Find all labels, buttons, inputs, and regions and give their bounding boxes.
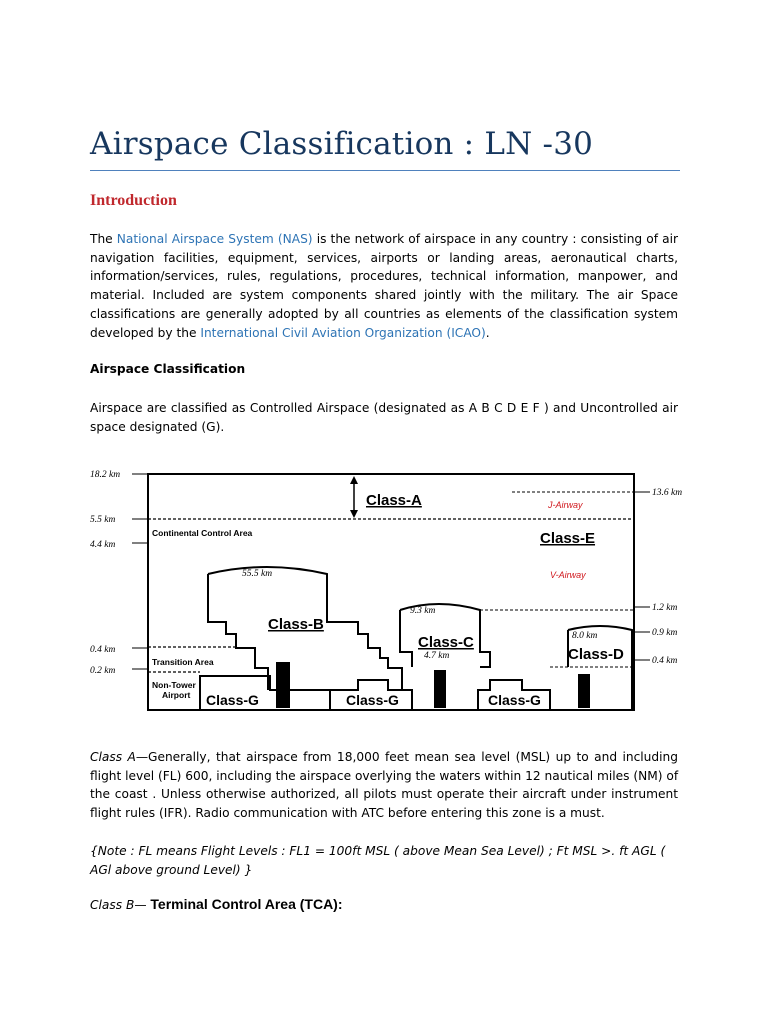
label-class-g-2: Class-G [346,692,399,708]
title-underline [90,170,680,171]
intro-line-3: information/services, rules, regulations, procedures, technical information, manpower, and [90,269,678,284]
intro-line-4: material. Included are system components shared jointly with the military. The air Space [90,288,678,303]
classification-line-1: Airspace are classified as Controlled Airspace (designated as A B C D E F ) and Uncontrolled air [90,401,678,415]
label-non-tower: Non-Tower [152,680,196,690]
radius-class-c-inner: 4.7 km [424,651,450,661]
alt-0-4: 0.4 km [90,645,116,655]
alt-0-4-right: 0.4 km [652,656,678,666]
radius-class-b: 55.5 km [242,569,273,579]
label-class-d: Class-D [568,646,624,663]
tower-d [578,674,590,708]
intro-line-2: navigation facilities, equipment, services, airports or landing areas, aeronautical charts, [90,250,678,265]
label-class-g-3: Class-G [488,692,541,708]
label-class-b: Class-B [268,616,324,633]
label-j-airway: J-Airway [548,500,583,510]
note-line-2: AGl above ground Level) } [90,862,253,877]
class-a-paragraph [90,748,678,823]
flight-level-note [90,842,680,879]
class-a-line-4: flight rules (IFR). Radio communication with ATC before entering this zone is a must. [90,806,605,821]
icao-link[interactable]: International Civil Aviation Organization (ICAO) [200,325,486,340]
alt-1-2: 1.2 km [652,603,678,613]
alt-0-2: 0.2 km [90,666,116,676]
label-transition: Transition Area [152,657,214,667]
class-a-arrow-head-up [350,476,358,484]
class-b-title: Terminal Control Area (TCA): [146,896,343,912]
class-b-label: Class B [90,898,135,912]
page-title: Airspace Classification : LN -30 [90,126,594,162]
label-airport: Airport [162,690,191,700]
intro-line-6: developed by the International Civil Aviation Organization (ICAO). [90,325,490,340]
class-a-line-3: the coast . Unless otherwise authorized, all pilots must operate their aircraft under instrument [90,787,678,802]
class-c-shape-left [400,610,412,667]
alt-0-9: 0.9 km [652,628,678,638]
class-a-arrow-head-down [350,510,358,518]
class-b-shape-left [208,574,268,690]
radius-class-c: 9.3 km [410,606,436,616]
alt-13-6: 13.6 km [652,488,683,498]
tower-c [434,670,446,708]
alt-4-4: 4.4 km [90,540,116,550]
classification-line-2: space designated (G). [90,419,225,434]
label-v-airway: V-Airway [550,570,586,580]
alt-5-5: 5.5 km [90,515,116,525]
introduction-paragraph [90,230,678,342]
label-class-e: Class-E [540,530,596,547]
alt-18-2: 18.2 km [90,470,121,480]
nas-link[interactable]: National Airspace System (NAS) [116,232,313,246]
introduction-heading: Introduction [90,192,177,209]
label-class-a: Class-A [366,492,422,509]
classification-paragraph [90,399,678,436]
airspace-diagram [90,462,690,717]
label-continental: Continental Control Area [152,528,253,538]
intro-line-5: classifications are generally adopted by all countries as elements of the classification system [90,306,678,321]
intro-line-1: The National Airspace System (NAS) is the network of airspace in any country : consisting of air [90,232,679,246]
class-b-heading: Class B— Terminal Control Area (TCA): [90,896,343,912]
tower-b [276,662,290,708]
class-a-line-1: Class A—Generally, that airspace from 18,000 feet mean sea level (MSL) up to and including [90,750,678,764]
airspace-classification-heading: Airspace Classification [90,362,246,376]
label-class-c: Class-C [418,634,474,651]
radius-class-d: 8.0 km [572,631,598,641]
label-class-g-1: Class-G [206,692,259,708]
class-a-line-2: flight level (FL) 600, including the airspace overlying the waters within 12 nautical miles (NM) of [90,768,679,783]
note-line-1: {Note : FL means Flight Levels : FL1 = 100ft MSL ( above Mean Sea Level) ; Ft MSL >. ft AGL ( [90,844,666,858]
